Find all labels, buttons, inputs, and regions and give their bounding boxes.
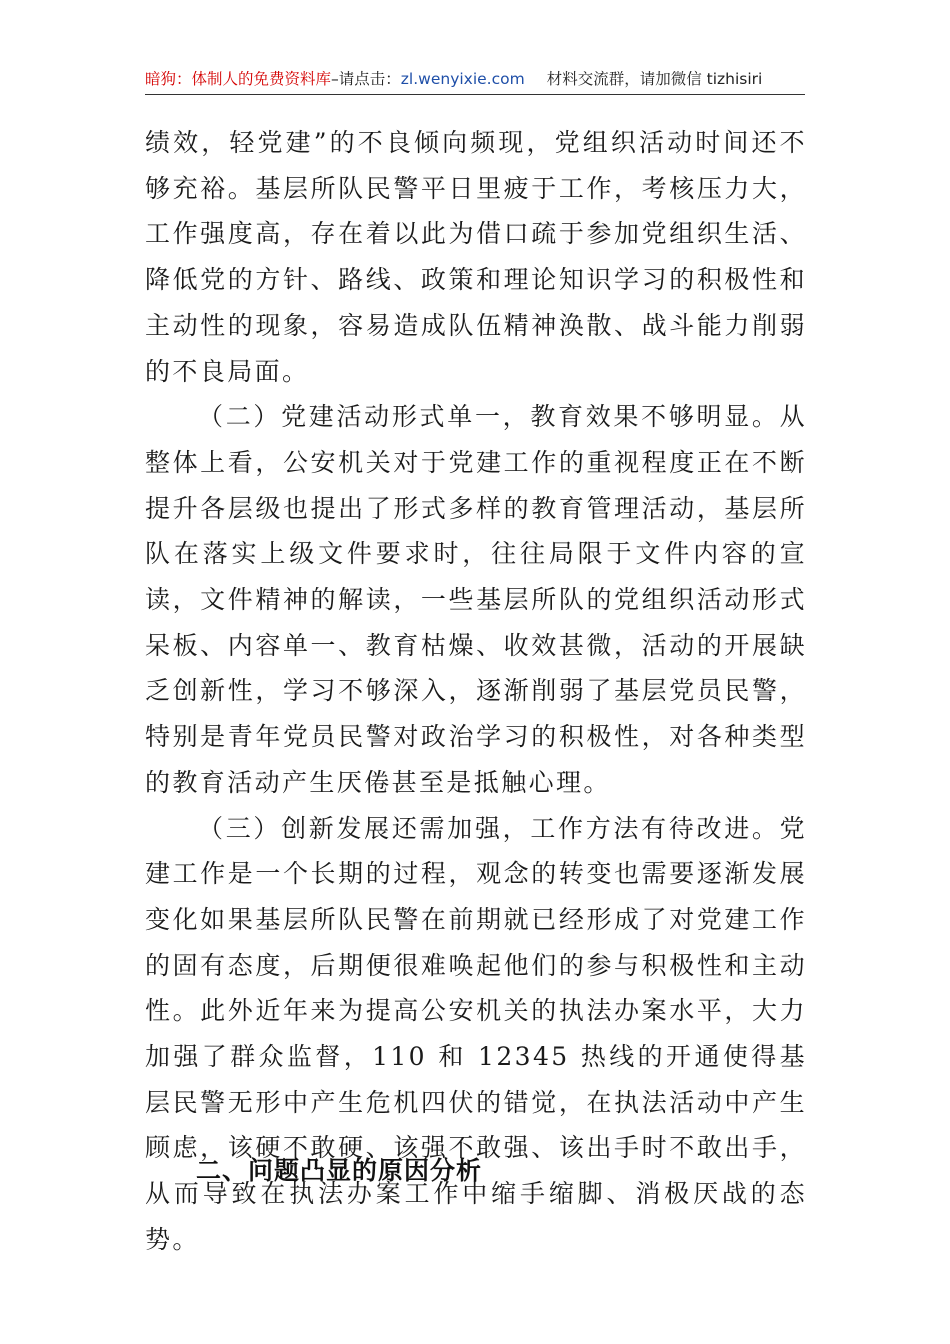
page-header bbox=[145, 64, 805, 95]
header-group-info: 材料交流群，请加微信 tizhisiri bbox=[546, 70, 763, 88]
paragraph-section-three: （三）创新发展还需加强，工作方法有待改进。党建工作是一个长期的过程，观念的转变也需要逐渐发展变化如果基层所队民警在前期就已经形成了对党建工作的固有态度，后期便很难唤起他们的参与积极性和主动性。此外近年来为提高公安机关的执法办案水平，大力加强了群众监督，110 和 12345 热线的开通使得基层民警无形中产生危机四伏的错觉，在执法活动中产生顾虑，该硬不敢硬、该强不敢强、该出手时不敢出手，从而导致在执法办案工作中缩手缩脚、消极厌战的态势。 bbox=[145, 813, 807, 1254]
section-heading: 二、问题凸显的原因分析 bbox=[196, 1156, 483, 1185]
paragraph-continuation: 绩效，轻党建”的不良倾向频现，党组织活动时间还不够充裕。基层所队民警平日里疲于工作，考核压力大，工作强度高，存在着以此为借口疏于参加党组织生活、降低党的方针、路线、政策和理论知识学习的积极性和主动性的现象，容易造成队伍精神涣散、战斗能力削弱的不良局面。 bbox=[145, 128, 807, 386]
header-site-name: 暗狗：体制人的免费资料库 bbox=[145, 70, 332, 88]
header-link[interactable]: zl.wenyixie.com bbox=[400, 70, 525, 88]
document-body bbox=[145, 120, 807, 1263]
header-click-prompt: –请点击： bbox=[331, 70, 401, 88]
paragraph-section-two: （二）党建活动形式单一，教育效果不够明显。从整体上看，公安机关对于党建工作的重视程度正在不断提升各层级也提出了形式多样的教育管理活动，基层所队在落实上级文件要求时，往往局限于文件内容的宣读，文件精神的解读，一些基层所队的党组织活动形式呆板、内容单一、教育枯燥、收效甚微，活动的开展缺乏创新性，学习不够深入，逐渐削弱了基层党员民警，特别是青年党员民警对政治学习的积极性，对各种类型的教育活动产生厌倦甚至是抵触心理。 bbox=[145, 402, 807, 797]
